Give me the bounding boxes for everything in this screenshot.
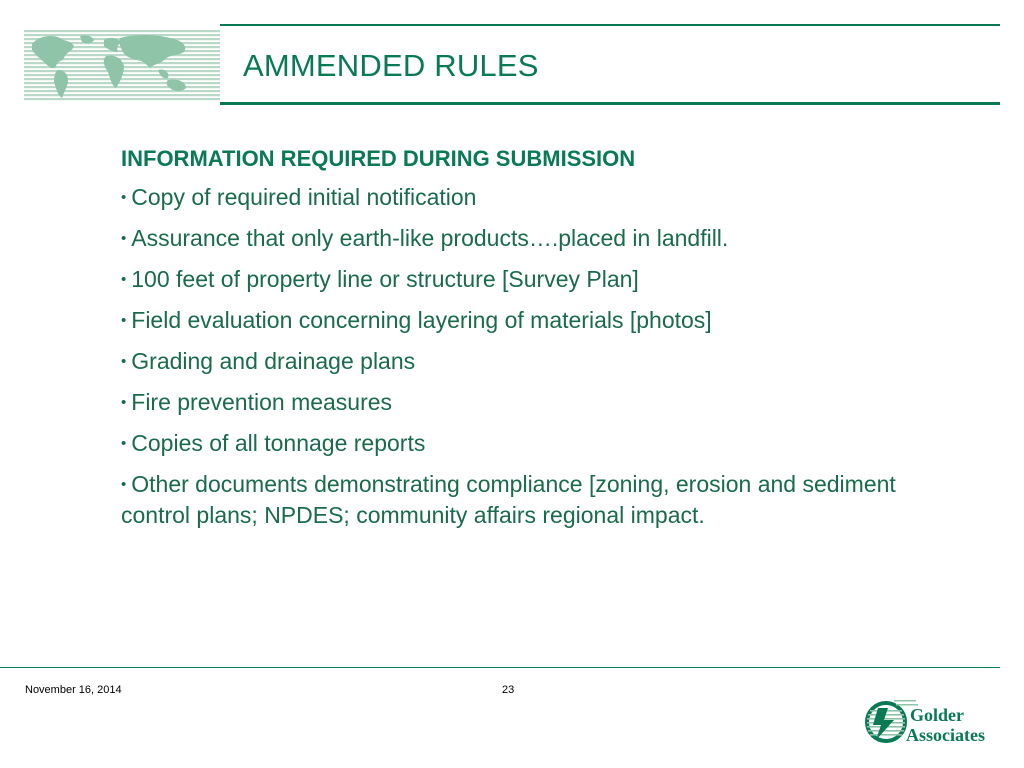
bullet-marker: •: [121, 394, 127, 411]
bullet-text: Field evaluation concerning layering of materials [photos]: [131, 307, 712, 333]
bullet-item: [121, 305, 921, 336]
bullet-item: [121, 223, 921, 254]
footer-rule: [0, 667, 1000, 668]
bullet-item: [121, 346, 921, 377]
bullet-list: [121, 182, 921, 531]
bullet-item: [121, 469, 921, 531]
bullet-text: 100 feet of property line or structure [Survey Plan]: [131, 266, 639, 292]
bullet-text: Copies of all tonnage reports: [131, 430, 426, 456]
bullet-item: [121, 387, 921, 418]
bullet-text: Copy of required initial notification: [131, 184, 477, 210]
bullet-item: [121, 182, 921, 213]
logo-text-line2: Associates: [906, 725, 985, 745]
bullet-marker: •: [121, 230, 127, 247]
world-map-icon: [24, 30, 220, 102]
slide-title: AMMENDED RULES: [243, 48, 539, 83]
header-top-rule: [220, 24, 1000, 26]
bullet-text: Fire prevention measures: [131, 389, 393, 415]
bullet-marker: •: [121, 312, 127, 329]
bullet-text: Grading and drainage plans: [131, 348, 416, 374]
bullet-marker: •: [121, 189, 127, 206]
title-underline: [220, 102, 1000, 105]
slide-body: [121, 146, 921, 541]
logo-text-line1: Golder: [910, 705, 964, 725]
page-number: 23: [502, 684, 515, 696]
footer-date: November 16, 2014: [25, 684, 122, 696]
bullet-marker: •: [121, 435, 127, 452]
golder-associates-logo: [864, 696, 1004, 748]
bullet-marker: •: [121, 271, 127, 288]
bullet-marker: •: [121, 476, 127, 493]
bullet-item: [121, 264, 921, 295]
bullet-text: Assurance that only earth-like products….placed in landfill.: [131, 225, 729, 251]
bullet-marker: •: [121, 353, 127, 370]
bullet-text: Other documents demonstrating compliance [zoning, erosion and sediment control plans; NPDES; community affairs regional impact.: [121, 471, 896, 528]
bullet-item: [121, 428, 921, 459]
section-heading: INFORMATION REQUIRED DURING SUBMISSION: [121, 146, 636, 171]
